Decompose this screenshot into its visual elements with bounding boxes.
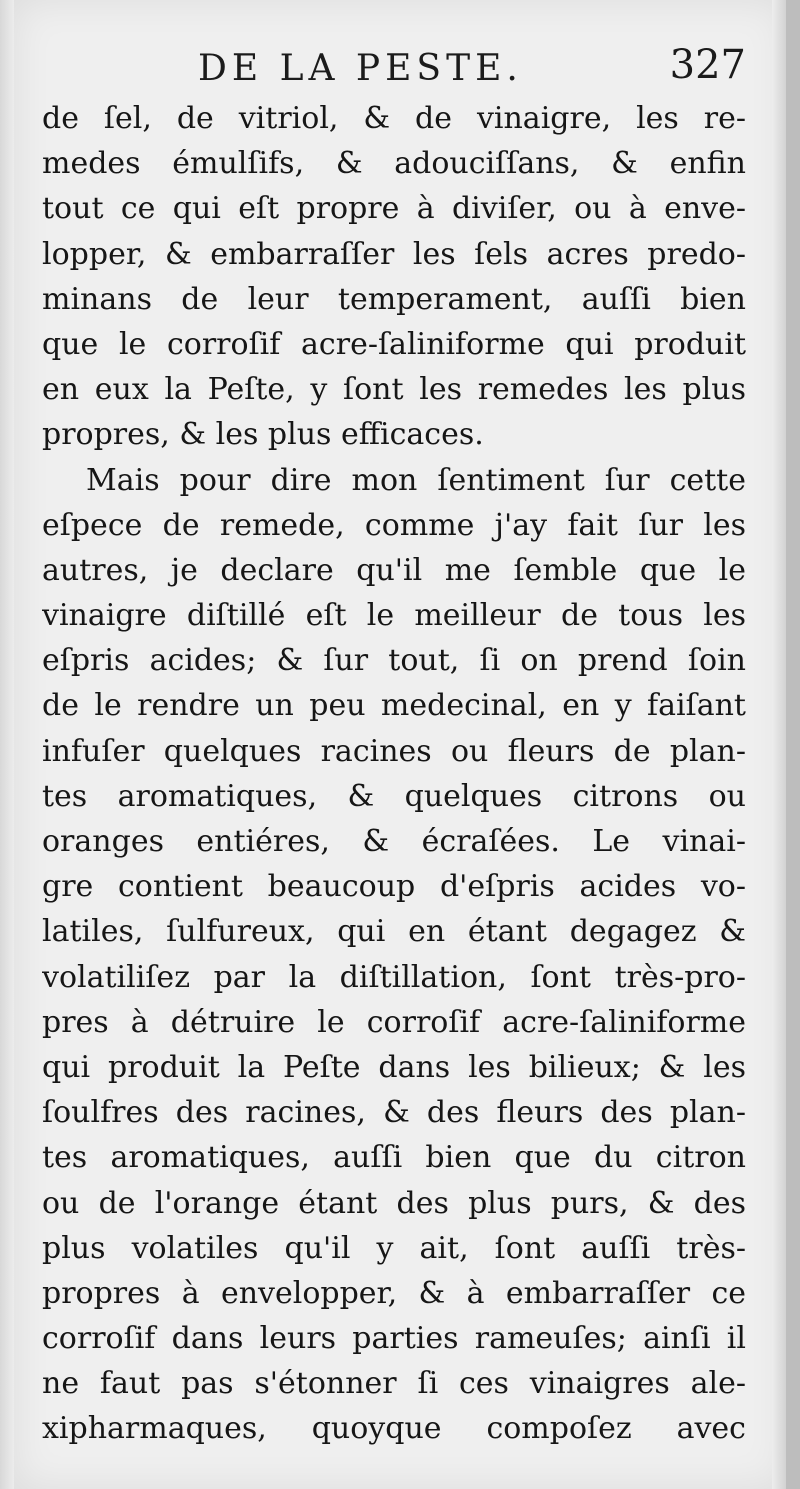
text-line: tes aromatiques, & quelques citrons ou bbox=[42, 778, 746, 814]
text-line: minans de leur temperament, auſſi bien bbox=[42, 281, 746, 317]
text-line: lopper, & embarraſſer les ſels acres predo- bbox=[42, 236, 746, 272]
text-line: tes aromatiques, auſſi bien que du citron bbox=[42, 1140, 746, 1176]
text-line: ou de l'orange étant des plus purs, & des bbox=[42, 1185, 746, 1221]
text-line: eſpris acides; & ſur tout, ſi on prend ſoin bbox=[42, 643, 746, 679]
text-line: vinaigre diſtillé eſt le meilleur de tous les bbox=[42, 598, 746, 634]
text-line: volatiliſez par la diſtillation, ſont très-pro- bbox=[42, 959, 746, 995]
text-line: corroſif dans leurs parties rameuſes; ainſi il bbox=[42, 1321, 746, 1357]
text-line: oranges entiéres, & écraſées. Le vinai- bbox=[42, 824, 746, 859]
text-line: propres, & les plus efficaces. bbox=[42, 417, 484, 453]
text-line: eſpece de remede, comme j'ay fait ſur les bbox=[42, 507, 746, 543]
running-head: DE LA PESTE. bbox=[198, 48, 523, 89]
text-line: qui produit la Peſte dans les bilieux; & les bbox=[42, 1049, 746, 1085]
text-line: ne faut pas s'étonner ſi ces vinaigres ale- bbox=[42, 1366, 746, 1402]
text-line: pres à détruire le corroſif acre-ſaliniforme bbox=[42, 1004, 746, 1040]
page-right-edge bbox=[772, 0, 786, 1489]
page-gutter bbox=[0, 0, 14, 1489]
text-line: autres, je declare qu'il me ſemble que le bbox=[42, 552, 746, 588]
text-line: en eux la Peſte, y ſont les remedes les plus bbox=[42, 372, 746, 408]
text-line: propres à envelopper, & à embarraſſer ce bbox=[42, 1275, 746, 1311]
book-page bbox=[14, 0, 786, 1489]
text-line: plus volatiles qu'il y ait, ſont auſſi très- bbox=[42, 1230, 746, 1266]
body-text bbox=[42, 96, 746, 1452]
text-line: gre contient beaucoup d'eſpris acides vo- bbox=[42, 869, 746, 905]
page-number: 327 bbox=[669, 42, 746, 88]
text-line: infuſer quelques racines ou fleurs de plan- bbox=[42, 733, 746, 769]
text-line: medes émulſifs, & adouciſſans, & enfin bbox=[42, 146, 746, 182]
text-line: ſoulfres des racines, & des fleurs des plan- bbox=[42, 1095, 746, 1131]
text-line: que le corroſif acre-ſaliniforme qui produit bbox=[42, 326, 746, 362]
text-line: latiles, ſulfureux, qui en étant degagez & bbox=[42, 914, 746, 950]
paragraph-first-line: Mais pour dire mon ſentiment ſur cette bbox=[86, 462, 746, 498]
page-header bbox=[14, 42, 786, 102]
text-line: tout ce qui eſt propre à diviſer, ou à enve- bbox=[42, 191, 746, 227]
text-line: de le rendre un peu medecinal, en y faiſant bbox=[42, 688, 746, 724]
text-line: xipharmaques, quoyque compoſez avec bbox=[42, 1411, 746, 1447]
text-line: de ſel, de vitriol, & de vinaigre, les re- bbox=[42, 101, 746, 136]
